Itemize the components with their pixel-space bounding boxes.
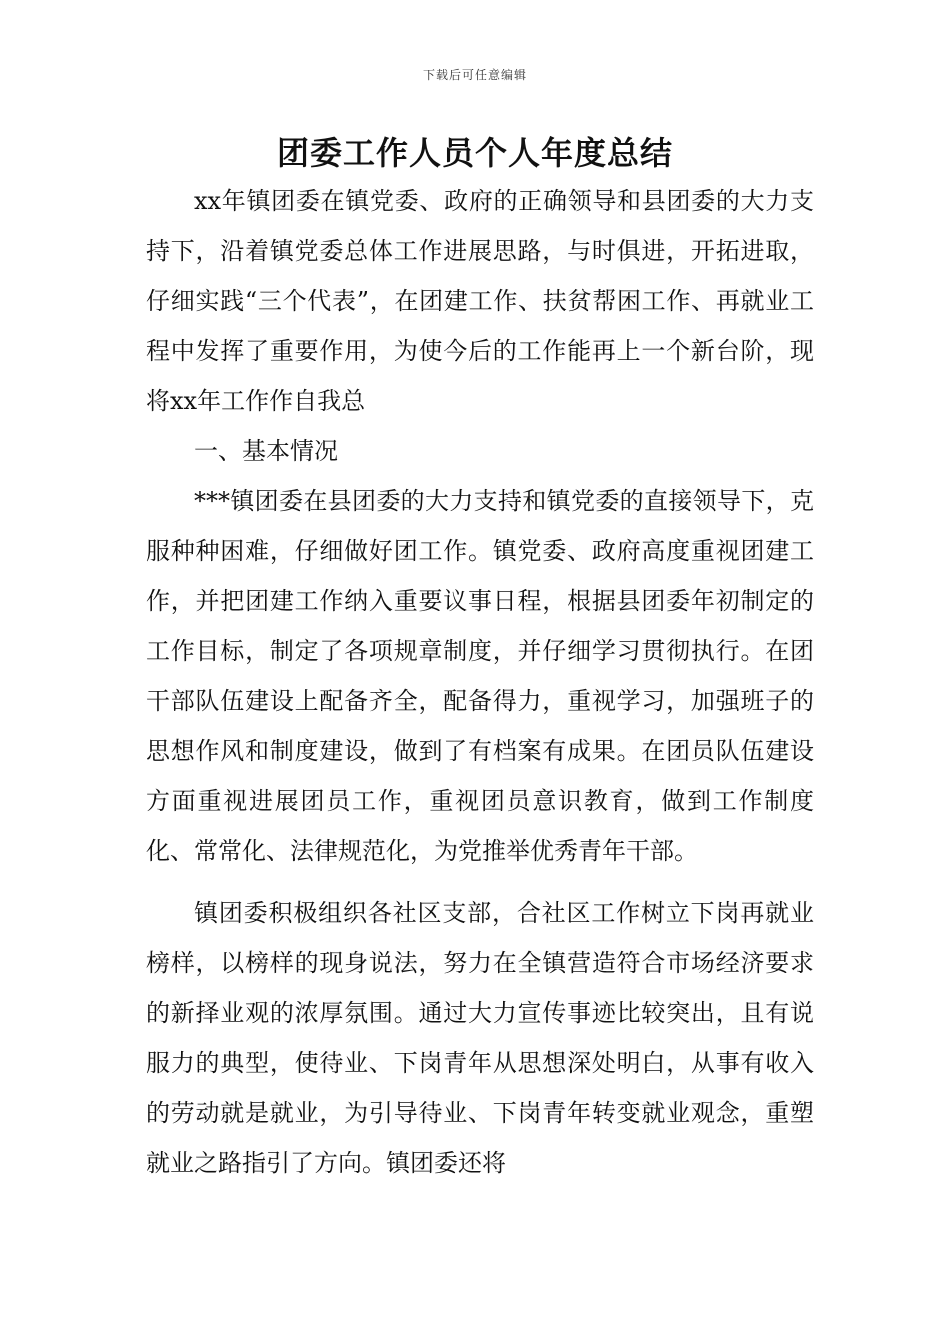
section-heading: 一、基本情况 — [194, 437, 338, 465]
header-note: 下载后可任意编辑 — [422, 68, 527, 82]
paragraph-basic-situation: ***镇团委在县团委的大力支持和镇党委的直接领导下，克服种种困难，仔细做好团工作。镇党委、政府高度重视团建工作，并把团建工作纳入重要议事日程，根据县团委年初制定的工作目标，制定了各项规章制度，并仔细学习贯彻执行。在团干部队伍建设上配备齐全，配备得力，重视学习，加强班子的思想作风和制度建设，做到了有档案有成果。在团员队伍建设方面重视进展团员工作，重视团员意识教育，做到工作制度化、常常化、法律规范化，为党推举优秀青年干部。 — [146, 487, 814, 865]
paragraph-intro: xx年镇团委在镇党委、政府的正确领导和县团委的大力支持下，沿着镇党委总体工作进展思路，与时俱进，开拓进取，仔细实践“三个代表”，在团建工作、扶贫帮困工作、再就业工程中发挥了重要作用，为使今后的工作能再上一个新台阶，现将xx年工作作自我总 — [146, 187, 814, 415]
document-body — [146, 176, 814, 1188]
document-title: 团委工作人员个人年度总结 — [276, 134, 673, 172]
paragraph-reemployment: 镇团委积极组织各社区支部，合社区工作树立下岗再就业榜样，以榜样的现身说法，努力在全镇营造符合市场经济要求的新择业观的浓厚氛围。通过大力宣传事迹比较突出，且有说服力的典型，使待业、下岗青年从思想深处明白，从事有收入的劳动就是就业，为引导待业、下岗青年转变就业观念，重塑就业之路指引了方向。镇团委还将 — [146, 899, 814, 1177]
